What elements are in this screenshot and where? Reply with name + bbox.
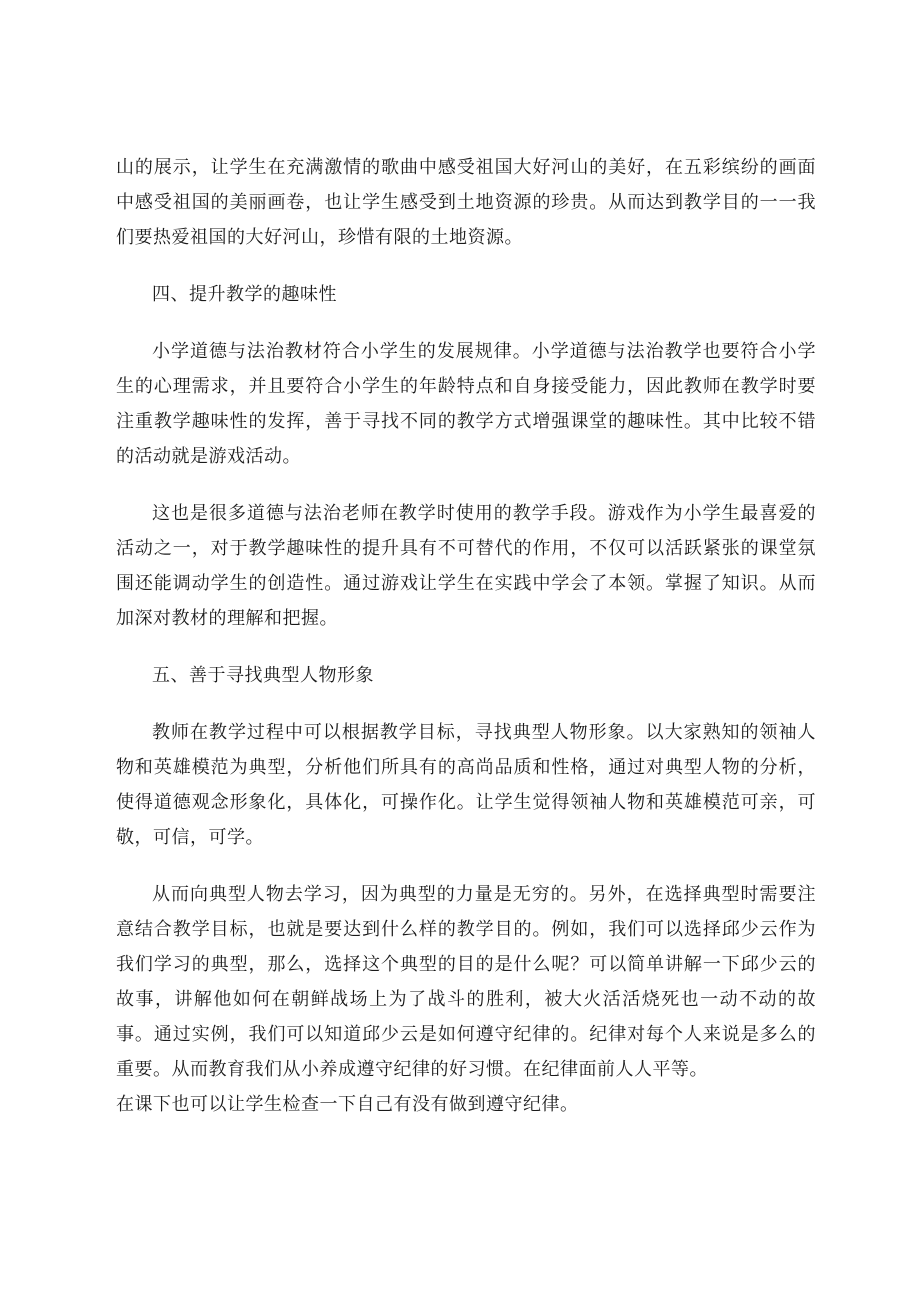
paragraph-5a: 教师在教学过程中可以根据教学目标，寻找典型人物形象。以大家熟知的领袖人物和英雄模范为典型，分析他们所具有的高尚品质和性格，通过对典型人物的分析，使得道德观念形象化，具体化，可操作化。让学生觉得领袖人物和英雄模范可亲，可敬，可信，可学。 bbox=[116, 722, 816, 848]
section-heading-5: 五、善于寻找典型人物形象 bbox=[152, 665, 374, 686]
paragraph-4a: 小学道德与法治教材符合小学生的发展规律。小学道德与法治教学也要符合小学生的心理需求，并且要符合小学生的年龄特点和自身接受能力，因此教师在教学时要注重教学趣味性的发挥，善于寻找不同的教学方式增强课堂的趣味性。其中比较不错的活动就是游戏活动。 bbox=[116, 341, 816, 467]
document-body bbox=[116, 150, 816, 1122]
paragraph-5b: 从而向典型人物去学习，因为典型的力量是无穷的。另外，在选择典型时需要注意结合教学目标，也就是要达到什么样的教学目的。例如，我们可以选择邱少云作为我们学习的典型，那么，选择这个典型的目的是什么呢？可以简单讲解一下邱少云的故事，讲解他如何在朝鲜战场上为了战斗的胜利，被大火活活烧死也一动不动的故事。通过实例，我们可以知道邱少云是如何遵守纪律的。纪律对每个人来说是多么的重要。从而教育我们从小养成遵守纪律的好习惯。在纪律面前人人平等。 bbox=[116, 884, 816, 1080]
paragraph-4b: 这也是很多道德与法治老师在教学时使用的教学手段。游戏作为小学生最喜爱的活动之一，对于教学趣味性的提升具有不可替代的作用，不仅可以活跃紧张的课堂氛围还能调动学生的创造性。通过游戏让学生在实践中学会了本领。掌握了知识。从而加深对教材的理解和把握。 bbox=[116, 503, 816, 629]
paragraph-5c: 在课下也可以让学生检查一下自己有没有做到遵守纪律。 bbox=[116, 1094, 579, 1115]
section-heading-4: 四、提升教学的趣味性 bbox=[152, 284, 337, 305]
paragraph-continued: 山的展示，让学生在充满激情的歌曲中感受祖国大好河山的美好，在五彩缤纷的画面中感受祖国的美丽画卷，也让学生感受到土地资源的珍贵。从而达到教学目的一一我们要热爱祖国的大好河山，珍惜有限的土地资源。 bbox=[116, 157, 816, 248]
